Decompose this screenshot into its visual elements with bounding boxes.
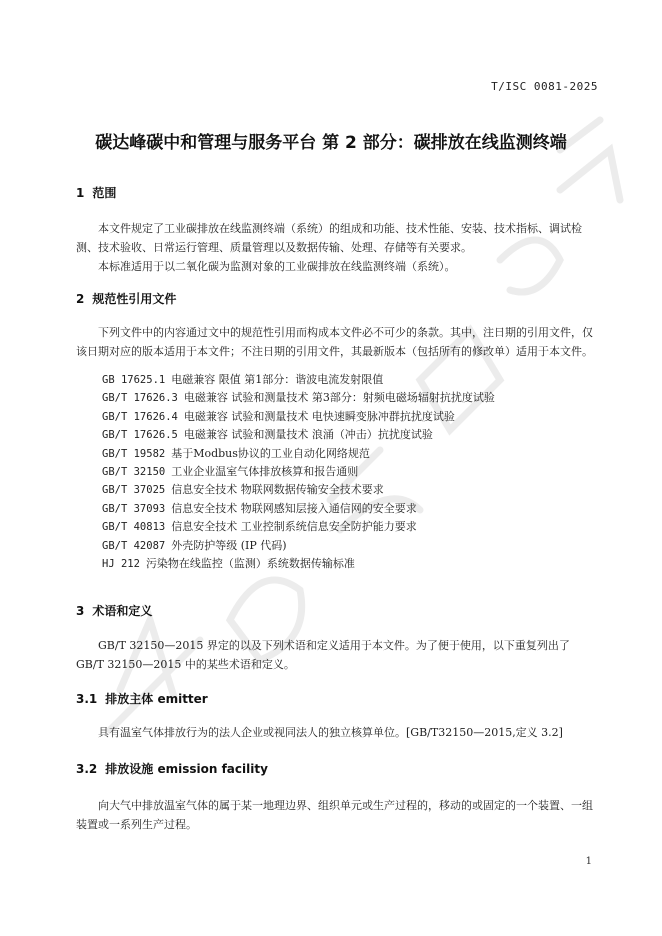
page-number: 1	[585, 856, 592, 867]
reference-title: 外壳防护等级 (IP 代码)	[171, 538, 287, 552]
term-number: 3.1	[76, 692, 98, 706]
reference-item	[102, 426, 495, 444]
reference-code: GB/T 32150	[102, 466, 166, 479]
reference-item	[102, 518, 495, 536]
reference-title: 信息安全技术 工业控制系统信息安全防护能力要求	[171, 520, 417, 534]
reference-code: GB/T 19582	[102, 447, 166, 460]
reference-title: 信息安全技术 物联网感知层接入通信网的安全要求	[171, 501, 417, 515]
reference-code: GB/T 37093	[102, 502, 166, 515]
reference-item	[102, 537, 495, 555]
reference-item	[102, 445, 495, 463]
term-title: 排放主体 emitter	[105, 692, 208, 706]
section-title: 范围	[92, 186, 117, 200]
reference-code: GB/T 17626.5	[102, 429, 178, 442]
document-title: 碳达峰碳中和管理与服务平台 第 2 部分：碳排放在线监测终端	[95, 133, 567, 153]
reference-title: 污染物在线监控（监测）系统数据传输标准	[145, 557, 355, 571]
section-number: 3	[76, 604, 85, 618]
section-number: 2	[76, 292, 85, 306]
document-code: T/ISC 0081-2025	[491, 80, 598, 93]
reference-item	[102, 481, 495, 499]
reference-item	[102, 500, 495, 518]
terms-intro: GB/T 32150—2015 界定的以及下列术语和定义适用于本文件。为了便于使用，以下重复列出了 GB/T 32150—2015 中的某些术语和定义。	[76, 639, 570, 671]
term-heading-emission-facility	[76, 760, 268, 777]
section-heading-scope	[76, 184, 116, 201]
section-heading-terms	[76, 602, 152, 619]
reference-title: 电磁兼容 试验和测量技术 电快速瞬变脉冲群抗扰度试验	[183, 409, 455, 423]
term-title: 排放设施 emission facility	[105, 762, 268, 776]
reference-code: HJ 212	[102, 558, 140, 571]
reference-item	[102, 555, 495, 573]
reference-title: 基于Modbus协议的工业自动化网络规范	[171, 446, 370, 460]
scope-paragraph-2: 本标准适用于以二氧化碳为监测对象的工业碳排放在线监测终端（系统）。	[98, 260, 456, 273]
term-definition-emission-facility: 向大气中排放温室气体的属于某一地理边界、组织单元或生产过程的，移动的或固定的一个装置、一组装置或一系列生产过程。	[76, 799, 593, 831]
reference-item	[102, 389, 495, 407]
term-number: 3.2	[76, 762, 98, 776]
reference-item	[102, 408, 495, 426]
section-title: 规范性引用文件	[92, 292, 177, 306]
term-heading-emitter	[76, 690, 208, 707]
reference-code: GB/T 42087	[102, 539, 166, 552]
reference-title: 电磁兼容 试验和测量技术 浪涌（冲击）抗扰度试验	[183, 428, 433, 442]
reference-code: GB/T 40813	[102, 521, 166, 534]
reference-code: GB/T 37025	[102, 484, 166, 497]
reference-title: 工业企业温室气体排放核算和报告通则	[171, 465, 359, 479]
reference-item	[102, 463, 495, 481]
reference-code: GB/T 17626.3	[102, 392, 178, 405]
reference-title: 电磁兼容 试验和测量技术 第3部分：射频电磁场辐射抗扰度试验	[183, 391, 495, 405]
reference-title: 电磁兼容 限值 第1部分：谐波电流发射限值	[171, 373, 384, 386]
reference-code: GB 17625.1	[102, 374, 166, 386]
section-number: 1	[76, 186, 85, 200]
reference-item	[102, 371, 495, 389]
normative-intro: 下列文件中的内容通过文中的规范性引用而构成本文件必不可少的条款。其中，注日期的引用文件，仅该日期对应的版本适用于本文件；不注日期的引用文件，其最新版本（包括所有的修改单）适用于本文件。	[76, 326, 593, 358]
reference-code: GB/T 17626.4	[102, 410, 178, 423]
term-definition-emitter: 具有温室气体排放行为的法人企业或视同法人的独立核算单位。[GB/T32150—2015,定义 3.2]	[98, 726, 563, 739]
reference-title: 信息安全技术 物联网数据传输安全技术要求	[171, 483, 384, 497]
reference-list	[102, 371, 495, 573]
section-heading-normative	[76, 290, 176, 307]
section-title: 术语和定义	[92, 604, 153, 618]
scope-paragraph-1: 本文件规定了工业碳排放在线监测终端（系统）的组成和功能、技术性能、安装、技术指标、调试检测、技术验收、日常运行管理、质量管理以及数据传输、处理、存储等有关要求。	[76, 222, 582, 254]
